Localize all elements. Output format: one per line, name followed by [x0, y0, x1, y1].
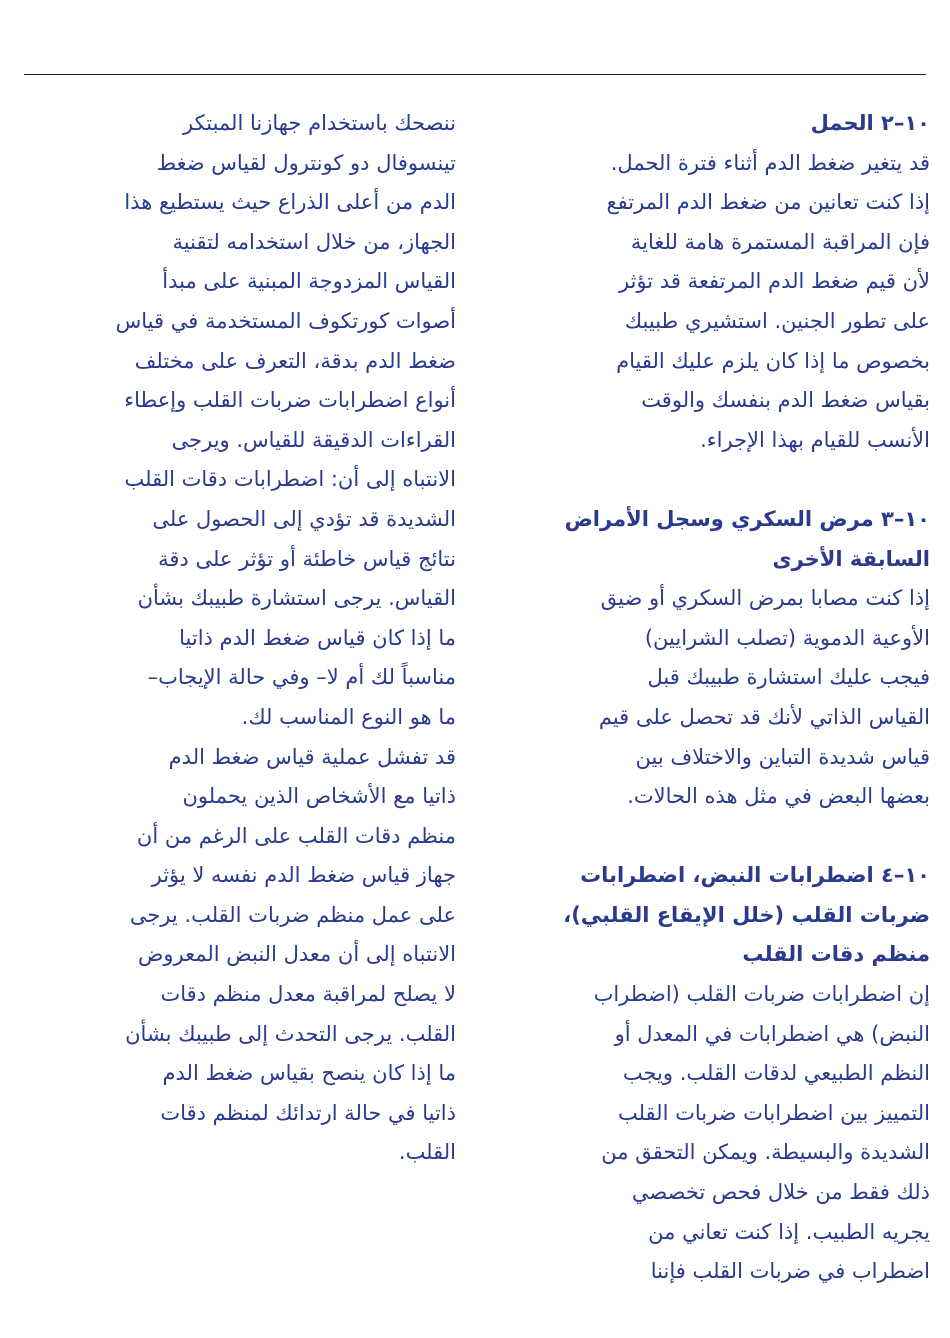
paragraph-line: على تطور الجنين. استشيري طبيبك: [624, 308, 930, 333]
paragraph-line: الجهاز، من خلال استخدامه لتقنية: [172, 229, 456, 254]
paragraph-line: الشديدة قد تؤدي إلى الحصول على: [152, 506, 456, 531]
paragraph-line: التمييز بين اضطرابات ضربات القلب: [617, 1100, 930, 1125]
paragraph-line: القلب. يرجى التحدث إلى طبيبك بشأن: [125, 1021, 456, 1046]
top-divider-rule: [24, 74, 926, 75]
paragraph-line: ما هو النوع المناسب لك.: [241, 704, 456, 729]
paragraph-line: ما إذا كان قياس ضغط الدم ذاتيا: [179, 625, 456, 650]
paragraph-line: ذلك فقط من خلال فحص تخصصي: [631, 1180, 930, 1205]
paragraph-line: الانتباه إلى أن: اضطرابات دقات القلب: [124, 467, 456, 492]
paragraph-line: الدم من أعلى الذراع حيث يستطيع هذا: [124, 190, 456, 215]
paragraph-line: لا يصلح لمراقبة معدل منظم دقات: [160, 982, 456, 1007]
paragraph-line: منظم دقات القلب على الرغم من أن: [136, 823, 456, 848]
paragraph-line: جهاز قياس ضغط الدم نفسه لا يؤثر: [151, 863, 456, 888]
paragraph-line: النظم الطبيعي لدقات القلب. ويجب: [622, 1061, 930, 1086]
left-column: [16, 104, 456, 1173]
paragraph-line: فيجب عليك استشارة طبيبك قبل: [647, 665, 930, 690]
paragraph-line: فإن المراقبة المستمرة هامة للغاية: [630, 229, 930, 254]
paragraph-line: الأنسب للقيام بهذا الإجراء.: [700, 427, 930, 452]
paragraph-line: النبض) هي اضطرابات في المعدل أو: [614, 1021, 930, 1046]
paragraph-line: القياس المزدوجة المبنية على مبدأ: [162, 269, 456, 294]
paragraph-line: القراءات الدقيقة للقياس. ويرجى: [171, 427, 456, 452]
paragraph-line: إذا كنت تعانين من ضغط الدم المرتفع: [606, 190, 930, 215]
paragraph-line: الأوعية الدموية (تصلب الشرايين): [644, 625, 930, 650]
paragraph-line: أصوات كورتكوف المستخدمة في قياس: [115, 308, 456, 333]
paragraph-line: القياس. يرجى استشارة طبيبك بشأن: [137, 586, 456, 611]
section-spacer: [490, 817, 930, 857]
paragraph-line: أنواع اضطرابات ضربات القلب وإعطاء: [124, 388, 456, 413]
paragraph-line: تينسوفال دو كونترول لقياس ضغط: [156, 150, 456, 175]
paragraph-line: قد يتغير ضغط الدم أثناء فترة الحمل.: [610, 150, 930, 175]
section-heading-arrhythmia: ١٠–٤ اضطرابات النبض، اضطرابات: [580, 863, 930, 888]
paragraph-line: اضطراب في ضربات القلب فإننا: [650, 1259, 930, 1284]
paragraph-line: ما إذا كان ينصح بقياس ضغط الدم: [162, 1061, 456, 1086]
paragraph-line: يجريه الطبيب. إذا كنت تعاني من: [648, 1219, 930, 1244]
paragraph-line: ضغط الدم بدقة، التعرف على مختلف: [134, 348, 456, 373]
section-heading-diabetes: ١٠–٣ مرض السكري وسجل الأمراض: [564, 506, 930, 531]
paragraph-line: بخصوص ما إذا كان يلزم عليك القيام: [616, 348, 930, 373]
paragraph-line: نتائج قياس خاطئة أو تؤثر على دقة: [158, 546, 456, 571]
paragraph-line: قد تفشل عملية قياس ضغط الدم: [168, 744, 456, 769]
paragraph-line: مناسباً لك أم لا– وفي حالة الإيجاب–: [147, 665, 456, 690]
section-spacer: [490, 460, 930, 500]
section-heading-arrhythmia-cont: ضربات القلب (خلل الإيقاع القلبي)،: [563, 902, 930, 927]
paragraph-line: الشديدة والبسيطة. ويمكن التحقق من: [601, 1140, 930, 1165]
paragraph-line: بعضها البعض في مثل هذه الحالات.: [627, 784, 930, 809]
paragraph-line: الانتباه إلى أن معدل النبض المعروض: [137, 942, 456, 967]
paragraph-line: ذاتيا في حالة ارتدائك لمنظم دقات: [160, 1100, 456, 1125]
paragraph-line: بقياس ضغط الدم بنفسك والوقت: [641, 388, 930, 413]
paragraph-line: ذاتيا مع الأشخاص الذين يحملون: [182, 784, 456, 809]
right-column: [490, 104, 930, 1292]
section-heading-diabetes-cont: السابقة الأخرى: [772, 546, 930, 571]
paragraph-line: إذا كنت مصابا بمرض السكري أو ضيق: [600, 586, 930, 611]
paragraph-line: ننصحك باستخدام جهازنا المبتكر: [183, 111, 456, 135]
paragraph-line: إن اضطرابات ضربات القلب (اضطراب: [593, 982, 930, 1007]
paragraph-line: القلب.: [398, 1140, 456, 1165]
paragraph-line: لأن قيم ضغط الدم المرتفعة قد تؤثر: [619, 269, 930, 294]
paragraph-line: على عمل منظم ضربات القلب. يرجى: [129, 902, 456, 927]
section-heading-arrhythmia-cont: منظم دقات القلب: [742, 942, 930, 967]
section-heading-pregnancy: ١٠–٢ الحمل: [810, 111, 930, 135]
paragraph-line: قياس شديدة التباين والاختلاف بين: [635, 744, 930, 769]
paragraph-line: القياس الذاتي لأنك قد تحصل على قيم: [598, 704, 930, 729]
